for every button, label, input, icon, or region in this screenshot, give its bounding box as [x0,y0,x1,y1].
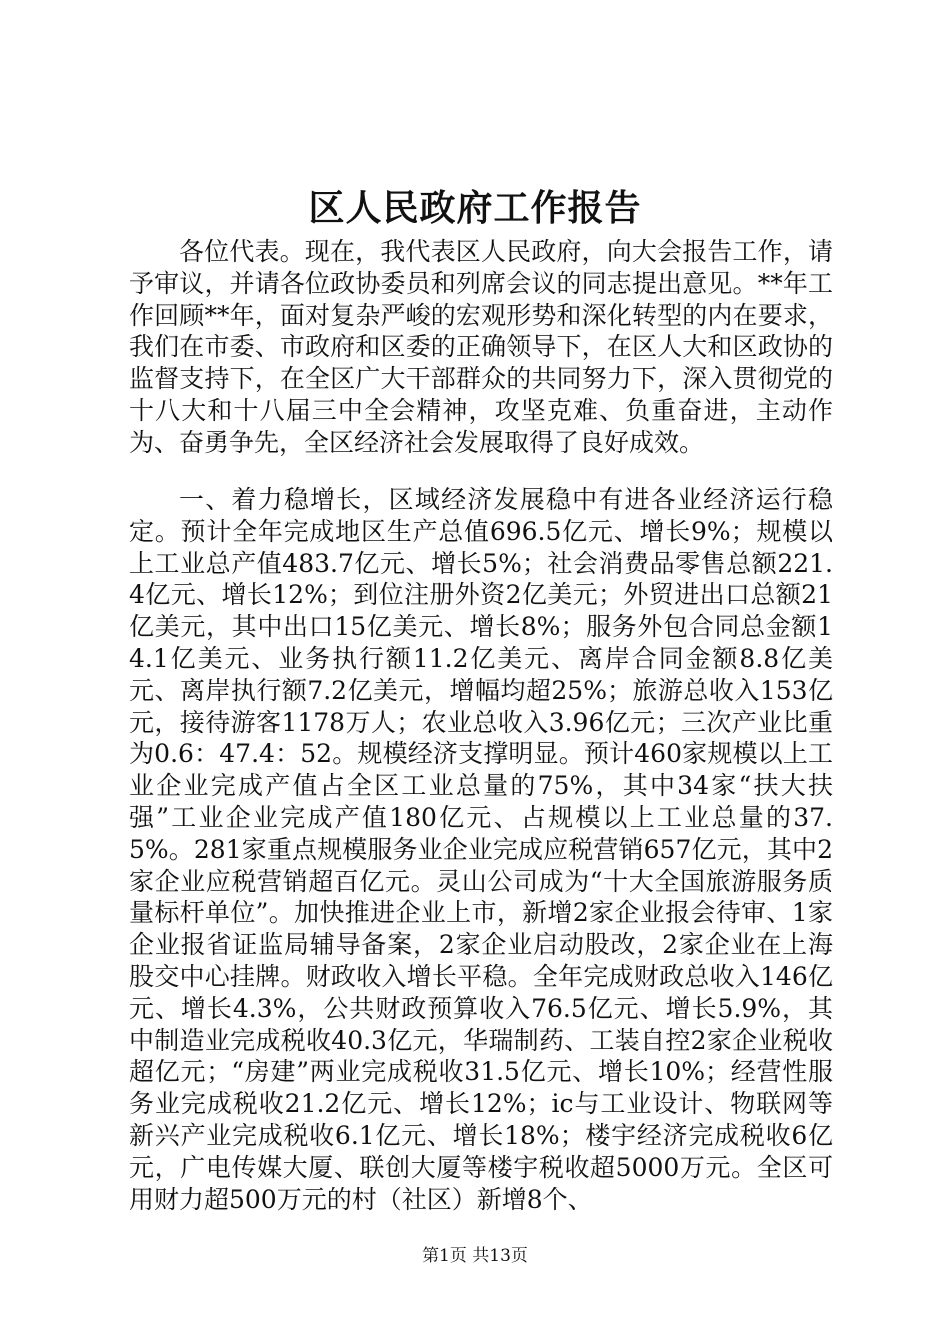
paragraph-economy: 一、着力稳增长，区域经济发展稳中有进各业经济运行稳定。预计全年完成地区生产总值696.5亿元、增长9%；规模以上工业总产值483.7亿元、增长5%；社会消费品零售总额221.4亿元、增长12%；到位注册外资2亿美元；外贸进出口总额21亿美元，其中出口15亿美元、增长8%；服务外包合同总金额14.1亿美元、业务执行额11.2亿美元、离岸合同金额8.8亿美元、离岸执行额7.2亿美元，增幅均超25%；旅游总收入153亿元，接待游客1178万人；农业总收入3.96亿元；三次产业比重为0.6：47.4：52。规模经济支撑明显。预计460家规模以上工业企业完成产值占全区工业总量的75%，其中34家“扶大扶强”工业企业完成产值180亿元、占规模以上工业总量的37.5%。281家重点规模服务业企业完成应税营销657亿元，其中2家企业应税营销超百亿元。灵山公司成为“十大全国旅游服务质量标杆单位”。加快推进企业上市，新增2家企业报会待审、1家企业报省证监局辅导备案，2家企业启动股改，2家企业在上海股交中心挂牌。财政收入增长平稳。全年完成财政总收入146亿元、增长4.3%，公共财政预算收入76.5亿元、增长5.9%，其中制造业完成税收40.3亿元，华瑞制药、工装自控2家企业税收超亿元；“房建”两业完成税收31.5亿元、增长10%；经营性服务业完成税收21.2亿元、增长12%；ic与工业设计、物联网等新兴产业完成税收6.1亿元、增长18%；楼宇经济完成税收6亿元，广电传媒大厦、联创大厦等楼宇税收超5000万元。全区可用财力超500万元的村（社区）新增8个、 [129,485,833,1214]
page-title: 区人民政府工作报告 [308,187,642,229]
page-number-footer: 第1页 共13页 [422,1246,528,1266]
paragraph-intro: 各位代表。现在，我代表区人民政府，向大会报告工作，请予审议，并请各位政协委员和列席会议的同志提出意见。**年工作回顾**年，面对复杂严峻的宏观形势和深化转型的内在要求，我们在市委、市政府和区委的正确领导下，在区人大和区政协的监督支持下，在全区广大干部群众的共同努力下，深入贯彻党的十八大和十八届三中全会精神，攻坚克难、负重奋进，主动作为、奋勇争先，全区经济社会发展取得了良好成效。 [129,237,833,457]
